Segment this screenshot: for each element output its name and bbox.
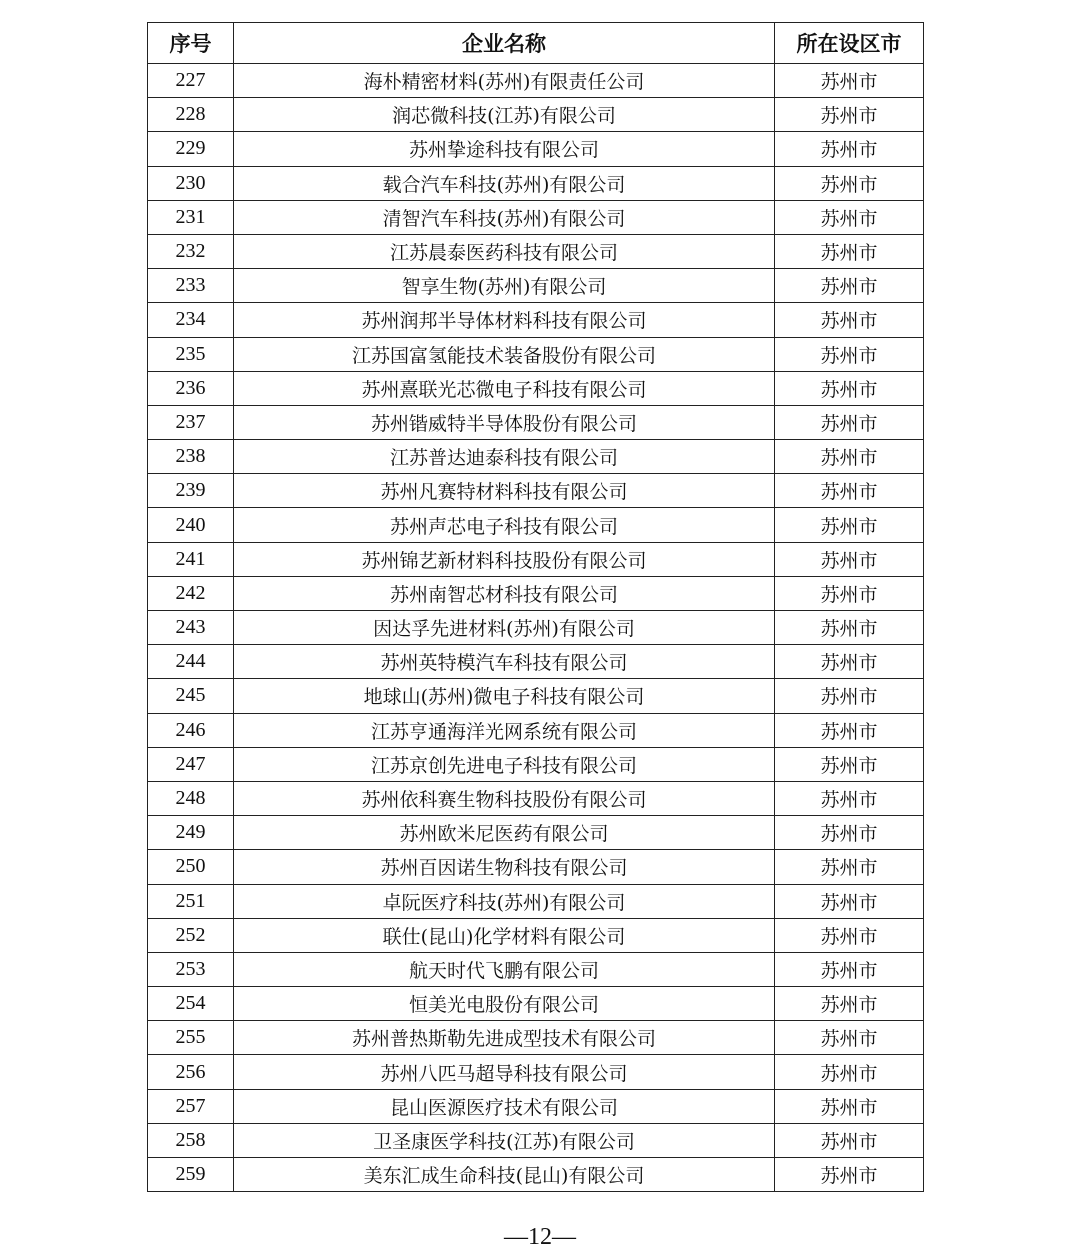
cell-city: 苏州市 xyxy=(775,987,924,1021)
cell-company-name: 因达孚先进材料(苏州)有限公司 xyxy=(234,611,775,645)
table-row xyxy=(148,132,924,166)
cell-city: 苏州市 xyxy=(775,166,924,200)
table-row xyxy=(148,1055,924,1089)
cell-city: 苏州市 xyxy=(775,884,924,918)
cell-company-name: 苏州八匹马超导科技有限公司 xyxy=(234,1055,775,1089)
cell-city: 苏州市 xyxy=(775,918,924,952)
header-company-name: 企业名称 xyxy=(234,23,775,64)
cell-company-name: 苏州锴威特半导体股份有限公司 xyxy=(234,405,775,439)
cell-serial-number: 248 xyxy=(148,781,234,815)
table-row xyxy=(148,576,924,610)
cell-city: 苏州市 xyxy=(775,850,924,884)
cell-city: 苏州市 xyxy=(775,1021,924,1055)
table-row xyxy=(148,200,924,234)
cell-serial-number: 254 xyxy=(148,987,234,1021)
cell-serial-number: 235 xyxy=(148,337,234,371)
cell-serial-number: 234 xyxy=(148,303,234,337)
cell-serial-number: 243 xyxy=(148,611,234,645)
table-header xyxy=(148,23,924,64)
cell-serial-number: 247 xyxy=(148,747,234,781)
table-body xyxy=(148,64,924,1192)
cell-serial-number: 228 xyxy=(148,98,234,132)
table-row xyxy=(148,679,924,713)
cell-serial-number: 239 xyxy=(148,474,234,508)
cell-company-name: 苏州声芯电子科技有限公司 xyxy=(234,508,775,542)
cell-company-name: 卓阮医疗科技(苏州)有限公司 xyxy=(234,884,775,918)
table-row xyxy=(148,234,924,268)
table-row xyxy=(148,371,924,405)
cell-city: 苏州市 xyxy=(775,645,924,679)
cell-city: 苏州市 xyxy=(775,713,924,747)
table-row xyxy=(148,1158,924,1192)
cell-city: 苏州市 xyxy=(775,576,924,610)
cell-city: 苏州市 xyxy=(775,474,924,508)
table-row xyxy=(148,850,924,884)
cell-company-name: 苏州英特模汽车科技有限公司 xyxy=(234,645,775,679)
table-row xyxy=(148,816,924,850)
cell-company-name: 苏州普热斯勒先进成型技术有限公司 xyxy=(234,1021,775,1055)
cell-serial-number: 229 xyxy=(148,132,234,166)
cell-company-name: 苏州熹联光芯微电子科技有限公司 xyxy=(234,371,775,405)
cell-company-name: 苏州依科赛生物科技股份有限公司 xyxy=(234,781,775,815)
cell-company-name: 苏州南智芯材科技有限公司 xyxy=(234,576,775,610)
cell-city: 苏州市 xyxy=(775,611,924,645)
page-number: —12— xyxy=(504,1224,576,1250)
table-row xyxy=(148,303,924,337)
table-row xyxy=(148,611,924,645)
cell-company-name: 卫圣康医学科技(江苏)有限公司 xyxy=(234,1123,775,1157)
cell-city: 苏州市 xyxy=(775,1089,924,1123)
cell-company-name: 联仕(昆山)化学材料有限公司 xyxy=(234,918,775,952)
table-row xyxy=(148,474,924,508)
table-row xyxy=(148,645,924,679)
cell-company-name: 江苏亨通海洋光网系统有限公司 xyxy=(234,713,775,747)
cell-city: 苏州市 xyxy=(775,1055,924,1089)
cell-serial-number: 251 xyxy=(148,884,234,918)
cell-company-name: 苏州百因诺生物科技有限公司 xyxy=(234,850,775,884)
cell-city: 苏州市 xyxy=(775,747,924,781)
table-row xyxy=(148,269,924,303)
cell-serial-number: 253 xyxy=(148,952,234,986)
table-row xyxy=(148,64,924,98)
cell-serial-number: 259 xyxy=(148,1158,234,1192)
table-row xyxy=(148,952,924,986)
cell-city: 苏州市 xyxy=(775,200,924,234)
cell-serial-number: 250 xyxy=(148,850,234,884)
cell-serial-number: 256 xyxy=(148,1055,234,1089)
cell-serial-number: 240 xyxy=(148,508,234,542)
cell-company-name: 苏州润邦半导体材料科技有限公司 xyxy=(234,303,775,337)
cell-company-name: 昆山医源医疗技术有限公司 xyxy=(234,1089,775,1123)
cell-serial-number: 231 xyxy=(148,200,234,234)
header-city: 所在设区市 xyxy=(775,23,924,64)
cell-company-name: 江苏晨泰医药科技有限公司 xyxy=(234,234,775,268)
cell-serial-number: 249 xyxy=(148,816,234,850)
cell-company-name: 智享生物(苏州)有限公司 xyxy=(234,269,775,303)
cell-company-name: 载合汽车科技(苏州)有限公司 xyxy=(234,166,775,200)
cell-serial-number: 252 xyxy=(148,918,234,952)
header-serial-number: 序号 xyxy=(148,23,234,64)
cell-city: 苏州市 xyxy=(775,952,924,986)
table-row xyxy=(148,987,924,1021)
cell-city: 苏州市 xyxy=(775,1158,924,1192)
table-row xyxy=(148,884,924,918)
cell-company-name: 美东汇成生命科技(昆山)有限公司 xyxy=(234,1158,775,1192)
cell-company-name: 苏州挚途科技有限公司 xyxy=(234,132,775,166)
cell-city: 苏州市 xyxy=(775,234,924,268)
table-row xyxy=(148,405,924,439)
cell-serial-number: 246 xyxy=(148,713,234,747)
cell-serial-number: 244 xyxy=(148,645,234,679)
cell-company-name: 苏州欧米尼医药有限公司 xyxy=(234,816,775,850)
cell-city: 苏州市 xyxy=(775,816,924,850)
cell-serial-number: 230 xyxy=(148,166,234,200)
table-row xyxy=(148,542,924,576)
company-list-table xyxy=(147,22,924,1192)
cell-company-name: 航天时代飞鹏有限公司 xyxy=(234,952,775,986)
cell-city: 苏州市 xyxy=(775,371,924,405)
cell-company-name: 江苏国富氢能技术装备股份有限公司 xyxy=(234,337,775,371)
cell-city: 苏州市 xyxy=(775,542,924,576)
cell-city: 苏州市 xyxy=(775,64,924,98)
cell-city: 苏州市 xyxy=(775,98,924,132)
cell-serial-number: 255 xyxy=(148,1021,234,1055)
cell-city: 苏州市 xyxy=(775,440,924,474)
table-row xyxy=(148,713,924,747)
cell-city: 苏州市 xyxy=(775,337,924,371)
cell-city: 苏州市 xyxy=(775,508,924,542)
cell-company-name: 润芯微科技(江苏)有限公司 xyxy=(234,98,775,132)
cell-serial-number: 257 xyxy=(148,1089,234,1123)
cell-city: 苏州市 xyxy=(775,679,924,713)
table-row xyxy=(148,1021,924,1055)
cell-serial-number: 242 xyxy=(148,576,234,610)
cell-company-name: 地球山(苏州)微电子科技有限公司 xyxy=(234,679,775,713)
cell-company-name: 海朴精密材料(苏州)有限责任公司 xyxy=(234,64,775,98)
cell-city: 苏州市 xyxy=(775,781,924,815)
cell-serial-number: 233 xyxy=(148,269,234,303)
cell-company-name: 江苏京创先进电子科技有限公司 xyxy=(234,747,775,781)
table-row xyxy=(148,918,924,952)
cell-serial-number: 232 xyxy=(148,234,234,268)
cell-company-name: 江苏普达迪泰科技有限公司 xyxy=(234,440,775,474)
table-row xyxy=(148,781,924,815)
cell-serial-number: 227 xyxy=(148,64,234,98)
cell-city: 苏州市 xyxy=(775,303,924,337)
table-row xyxy=(148,1123,924,1157)
cell-serial-number: 237 xyxy=(148,405,234,439)
table-row xyxy=(148,440,924,474)
cell-company-name: 苏州凡赛特材料科技有限公司 xyxy=(234,474,775,508)
table-row xyxy=(148,747,924,781)
cell-serial-number: 236 xyxy=(148,371,234,405)
cell-company-name: 恒美光电股份有限公司 xyxy=(234,987,775,1021)
cell-city: 苏州市 xyxy=(775,269,924,303)
cell-serial-number: 241 xyxy=(148,542,234,576)
table-row xyxy=(148,166,924,200)
cell-company-name: 清智汽车科技(苏州)有限公司 xyxy=(234,200,775,234)
table-row xyxy=(148,1089,924,1123)
cell-serial-number: 258 xyxy=(148,1123,234,1157)
cell-city: 苏州市 xyxy=(775,1123,924,1157)
table-row xyxy=(148,98,924,132)
table-row xyxy=(148,337,924,371)
cell-serial-number: 238 xyxy=(148,440,234,474)
table-row xyxy=(148,508,924,542)
header-row xyxy=(148,23,924,64)
cell-city: 苏州市 xyxy=(775,405,924,439)
cell-serial-number: 245 xyxy=(148,679,234,713)
cell-company-name: 苏州锦艺新材料科技股份有限公司 xyxy=(234,542,775,576)
cell-city: 苏州市 xyxy=(775,132,924,166)
